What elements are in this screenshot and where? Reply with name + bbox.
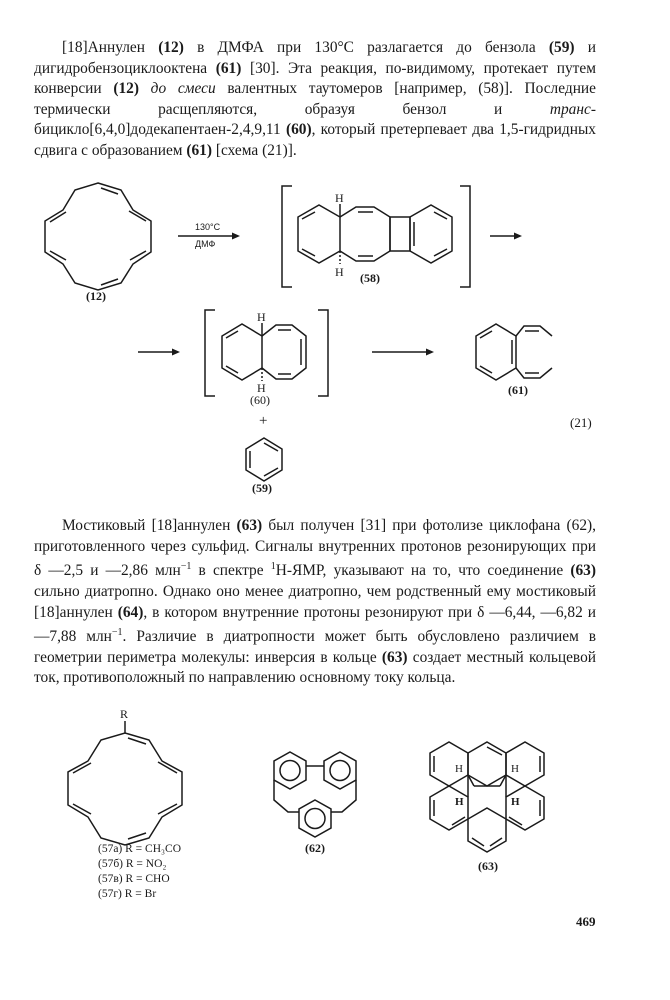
h-atom-63-upper-left: H — [455, 763, 463, 775]
dihydrobenzocyclooctene-61-structure — [476, 324, 552, 380]
h-atom-58-bottom: H — [335, 265, 344, 279]
substituent-list-57 — [98, 842, 181, 902]
h-atom-63-lower-right: H — [511, 796, 520, 808]
r-group-label: R — [120, 707, 129, 721]
annulene-12-structure — [45, 183, 151, 290]
substituent-57v: (57в) R = CHO — [98, 873, 170, 885]
label-compound-12: (12) — [86, 289, 106, 303]
substituent-57b: (57б) R = NO₂ — [98, 858, 167, 870]
valence-tautomer-58-structure — [298, 204, 452, 264]
substituent-57g: (57г) R = Br — [98, 888, 157, 900]
paragraph-annulene-decomposition: [18]Аннулен (12) в ДМФА при 130°С разлагается до бензола (59) и дигидробензоциклооктена (61) [30]. Эта реакция, по-видимому, протекает путем конверсии (12) до смеси валентных таутомеров [например, (58)]. Последние термически расщепляются, образуя бензол и транс-бицикло[6,4,0]додекапентаен-2,4,9,11 (60), который претерпевает два 1,5-гидридных сдвига с образованием (61) [схема (21)]. — [34, 39, 597, 159]
substituted-annulene-57-structure — [68, 721, 182, 845]
label-compound-62: (62) — [305, 841, 325, 855]
h-atom-60-bottom: H — [257, 381, 266, 395]
substituent-57a: (57а) R = CH₃CO — [98, 843, 182, 855]
h-atom-60-top: H — [257, 310, 266, 324]
scheme-number: (21) — [570, 415, 592, 430]
paragraph-bridged-annulene: Мостиковый [18]аннулен (63) был получен [31] при фотолизе циклофана (62), приготовленного через сульфид. Сигналы внутренних протонов резонирующих при δ —2,5 и —2,86 млн$^{-1}$ в спектре $^1$H-ЯМР, указывают на то, что соединение (63) сильно диатропно. Однако оно менее диатропно, чем родственный ему мостиковый [18]аннулен (64), в котором внутренние протоны резонируют при δ —6,44, —6,82 и —7,88 млн$^{-1}$. Различие в диатропности может быть обусловлено различием в геометрии периметра молекулы: инверсия в кольце (63) создает местный кольцевой ток, противоположный по направлению основному току кольца. — [34, 517, 597, 687]
condition-solvent: ДМФ — [195, 239, 216, 249]
label-compound-61: (61) — [508, 383, 528, 397]
label-compound-59: (59) — [252, 481, 272, 495]
plus-sign: + — [259, 413, 268, 429]
cyclophane-62-structure — [274, 752, 356, 837]
condition-temperature: 130°С — [195, 222, 221, 232]
label-compound-60: (60) — [250, 393, 270, 407]
h-atom-58-top: H — [335, 191, 344, 205]
right-bracket-60 — [318, 310, 328, 396]
bridged-annulene-63-structure — [430, 742, 544, 852]
h-atom-63-upper-right: H — [511, 763, 519, 775]
label-compound-63: (63) — [478, 859, 498, 873]
label-compound-58: (58) — [360, 271, 380, 285]
right-bracket-58 — [460, 186, 470, 287]
left-bracket-58 — [282, 186, 292, 287]
h-atom-63-lower-left: H — [455, 796, 464, 808]
page-number: 469 — [576, 914, 596, 929]
left-bracket-60 — [205, 310, 215, 396]
benzene-59-structure — [246, 438, 282, 481]
bicyclododecapentaene-60-structure — [222, 323, 306, 381]
